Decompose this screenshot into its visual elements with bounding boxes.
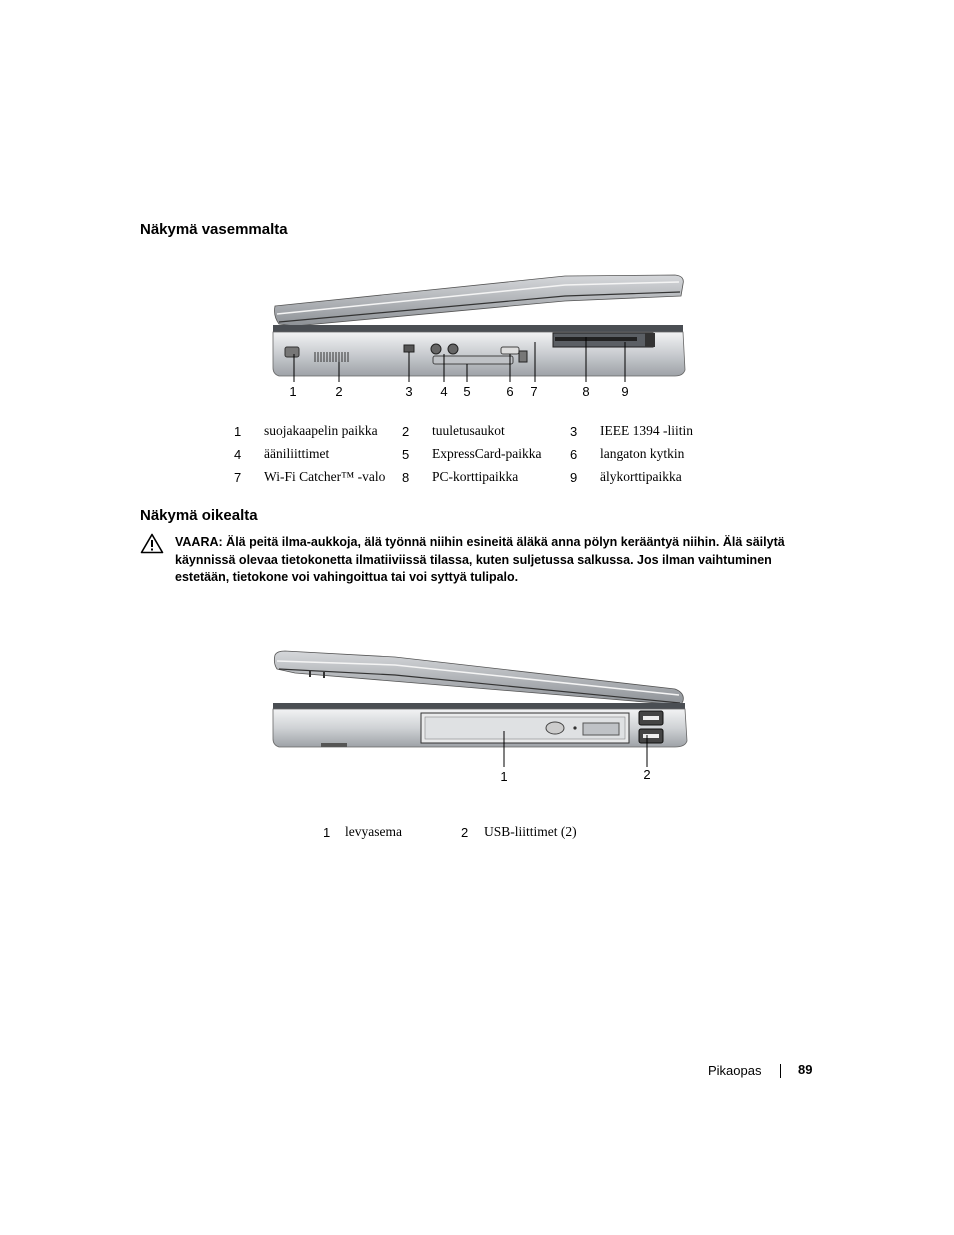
warning-body: Älä peitä ilma-aukkoja, älä työnnä niihin esineitä äläkä anna pölyn kerääntyä niihin. Älä säilytä käynnissä olevaa tietokonetta ilmatiiviissä tilassa, kuten suljetussa salkussa. Jos ilman vaihtuminen estetään, tietokone voi vahingoittua tai voi syttyä tulipalo. bbox=[175, 535, 785, 584]
warning-label: VAARA: bbox=[175, 535, 223, 549]
legend-number: 6 bbox=[570, 447, 578, 462]
laptop-left-side-illustration bbox=[265, 270, 695, 405]
legend-number: 2 bbox=[461, 825, 469, 840]
legend-number: 3 bbox=[570, 424, 578, 439]
legend-number: 1 bbox=[234, 424, 242, 439]
legend-number: 7 bbox=[234, 470, 242, 485]
section-heading-left-view: Näkymä vasemmalta bbox=[140, 221, 288, 238]
legend-label: Wi-Fi Catcher™ -valo bbox=[264, 469, 386, 484]
legend-number: 4 bbox=[234, 447, 242, 462]
callout-7: 7 bbox=[530, 384, 538, 399]
legend-label: suojakaapelin paikka bbox=[264, 423, 378, 438]
legend-number: 5 bbox=[402, 447, 410, 462]
callout-1: 1 bbox=[289, 384, 297, 399]
legend-label: älykorttipaikka bbox=[600, 469, 682, 484]
callout-2: 2 bbox=[335, 384, 343, 399]
legend-label: ExpressCard-paikka bbox=[432, 446, 542, 461]
legend-number: 1 bbox=[323, 825, 331, 840]
callout-6: 6 bbox=[506, 384, 514, 399]
legend-label: IEEE 1394 -liitin bbox=[600, 423, 693, 438]
footer-section-title: Pikaopas bbox=[708, 1063, 762, 1078]
callout-1: 1 bbox=[500, 769, 508, 784]
legend-label: levyasema bbox=[345, 824, 402, 839]
warning-triangle-icon bbox=[140, 533, 164, 554]
callout-9: 9 bbox=[621, 384, 629, 399]
legend-label: tuuletusaukot bbox=[432, 423, 505, 438]
callout-3: 3 bbox=[405, 384, 413, 399]
legend-label: USB-liittimet (2) bbox=[484, 824, 577, 839]
legend-label: ääniliittimet bbox=[264, 446, 330, 461]
page-number-value: 89 bbox=[798, 1062, 813, 1077]
legend-number: 8 bbox=[402, 470, 410, 485]
warning-text bbox=[175, 534, 815, 587]
page-number bbox=[798, 1062, 812, 1077]
laptop-right-side-illustration bbox=[265, 645, 695, 790]
callout-5: 5 bbox=[463, 384, 471, 399]
callout-4: 4 bbox=[440, 384, 448, 399]
legend-label: PC-korttipaikka bbox=[432, 469, 519, 484]
section-heading-right-view: Näkymä oikealta bbox=[140, 507, 258, 524]
legend-label: langaton kytkin bbox=[600, 446, 685, 461]
footer-divider bbox=[780, 1064, 781, 1078]
callout-8: 8 bbox=[582, 384, 590, 399]
callout-2: 2 bbox=[643, 767, 651, 782]
legend-number: 2 bbox=[402, 424, 410, 439]
legend-number: 9 bbox=[570, 470, 578, 485]
